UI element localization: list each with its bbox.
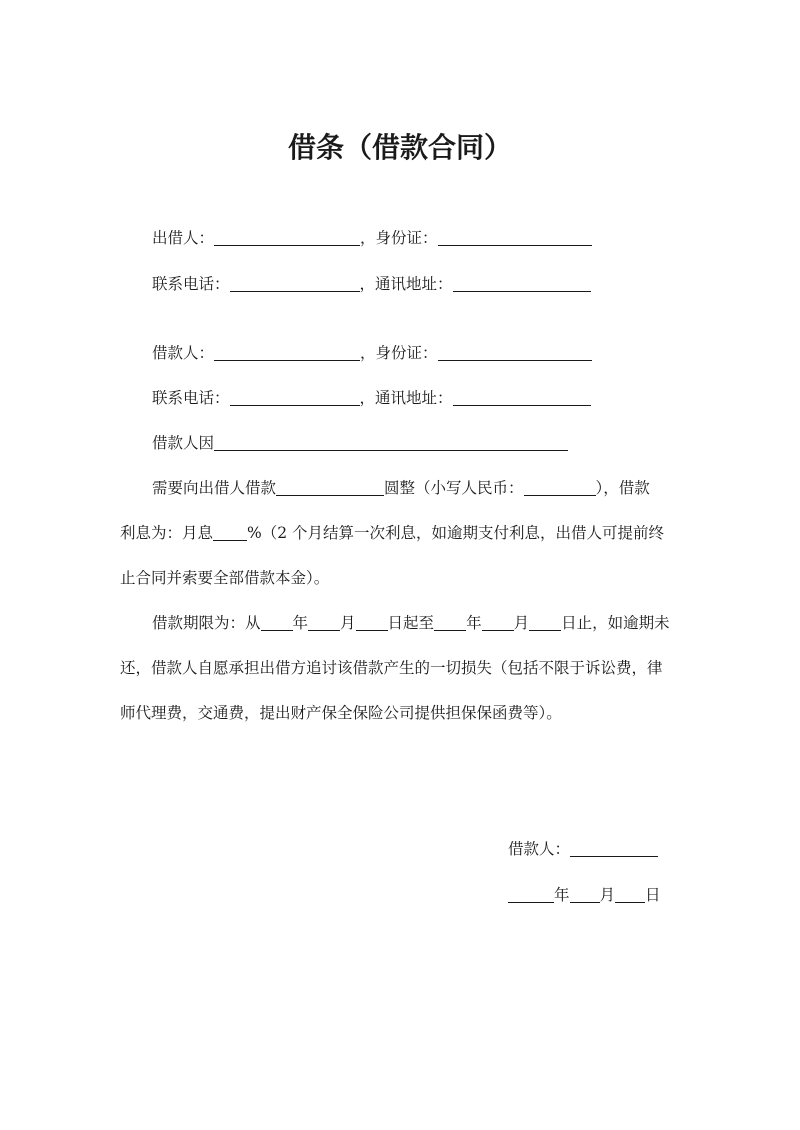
end-day-label: 日止，如逾期未 [561,614,670,632]
signature-date-row [508,884,661,906]
term-text: 借款期限为：从 [152,614,261,632]
signature-month-label: 月 [599,886,616,904]
loan-amount-text: 需要向出借人借款 [152,479,277,497]
borrower-phone-field[interactable] [230,387,360,406]
borrower-name-label: 借款人： [152,344,215,362]
borrower-phone-label: 联系电话： [152,389,230,407]
document-title: 借条（借款合同） [287,131,512,164]
start-month-field[interactable] [308,612,340,631]
loan-tail-text: ），借款 [595,479,650,497]
borrower-contact-sep: ， [359,389,376,407]
interest-terms-text: %（2 个月结算一次利息，如逾期支付利息，出借人可提前终 [247,524,665,542]
loan-amount-capital-text: 圆整（小写人民币： [384,479,524,497]
lender-address-field[interactable] [453,273,591,292]
lender-name-row [152,227,592,249]
start-day-label: 日起至 [387,614,435,632]
para1-line1 [152,477,650,499]
lender-phone-label: 联系电话： [152,275,230,293]
start-month-label: 月 [340,614,356,632]
para2-line1 [152,612,670,634]
interest-text: 利息为：月息 [120,524,214,542]
signature-borrower-field[interactable] [570,838,658,857]
liability-end-text: 师代理费，交通费，提出财产保全保险公司提供担保保函费等）。 [120,704,562,722]
borrower-address-field[interactable] [453,387,591,406]
loan-amount-small-field[interactable] [524,477,596,496]
signature-year-label: 年 [554,886,570,904]
lender-name-label: 出借人： [152,229,215,247]
borrower-contact-row [152,387,591,409]
para2-line2 [120,657,663,679]
start-day-field[interactable] [356,612,388,631]
signature-year-field[interactable] [508,884,554,903]
end-year-label: 年 [466,614,482,632]
signature-borrower-row [508,838,658,860]
lender-sep: ， [360,229,376,247]
lender-name-field[interactable] [214,227,360,246]
borrower-name-field[interactable] [214,342,360,361]
start-year-label: 年 [292,614,309,632]
lender-id-field[interactable] [438,227,592,246]
signature-month-field[interactable] [570,884,600,903]
lender-address-label: 通讯地址： [375,275,453,293]
lender-contact-sep: ， [359,275,376,293]
loan-amount-field[interactable] [276,477,384,496]
reason-label: 借款人因 [152,434,215,452]
borrower-id-label: 身份证： [375,344,438,362]
end-month-label: 月 [513,614,530,632]
borrower-id-field[interactable] [438,342,592,361]
start-year-field[interactable] [261,612,293,631]
reason-field[interactable] [214,432,568,451]
borrower-address-label: 通讯地址： [375,389,453,407]
end-month-field[interactable] [482,612,514,631]
para2-line3 [120,702,562,724]
borrower-sep: ， [360,344,376,362]
interest-terms-end-text: 止合同并索要全部借款本金）。 [120,569,330,587]
signature-day-label: 日 [645,886,661,904]
interest-rate-field[interactable] [213,522,247,541]
para1-line3 [120,567,329,589]
borrower-name-row [152,342,592,364]
lender-phone-field[interactable] [230,273,360,292]
lender-id-label: 身份证： [375,229,438,247]
signature-day-field[interactable] [615,884,645,903]
signature-borrower-label: 借款人： [508,840,571,858]
end-year-field[interactable] [434,612,466,631]
liability-text: 还，借款人自愿承担出借方追讨该借款产生的一切损失（包括不限于诉讼费，律 [120,659,663,677]
reason-row [152,432,568,454]
lender-contact-row [152,273,591,295]
end-day-field[interactable] [529,612,561,631]
para1-line2 [120,522,664,544]
